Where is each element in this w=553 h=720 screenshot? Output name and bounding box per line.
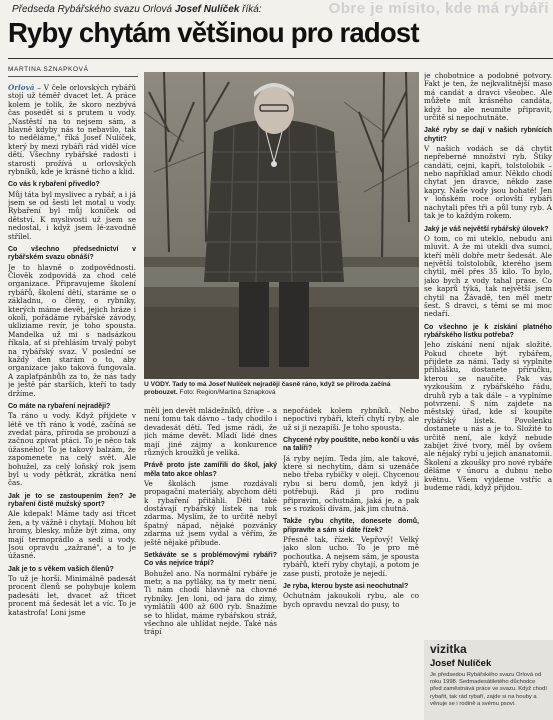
headline-rule [8, 58, 553, 59]
lead-paragraph: nepořádek kolem rybníků. Nebo nepoctiví rybáři, kteří chytí ryby, ale už si ji nezapíší. Je toho spousta. [283, 407, 419, 432]
lead-paragraph: je chobotnice a podobné potvory. Fakt je ten, že nejkvalitnější maso má candát a dravci všeobec. Ale můžete mít krásného candáta, když ho ale neumíte připravit, určitě si nepochutnáte. [424, 72, 552, 123]
photo-caption [144, 381, 419, 397]
photo-credit: Foto: Region/Martina Sznapková [179, 389, 276, 396]
lead-paragraph: měli jen devět mládežníků, dříve – a není tomu tak dávno – tady chodilo i devadesát dětí. Ted jsme rádi, že jich máme devět. Mladí lidé dnes mají jiné zájmy a konkurence různých kroužků je veliká. [144, 407, 277, 458]
byline-rule [8, 76, 138, 77]
intro-paragraph [8, 84, 136, 176]
kicker-prefix: Předseda Rybářského svazu Orlová [12, 4, 173, 15]
headline: Ryby chytám většinou pro radost [8, 17, 419, 48]
question: Setkáváte se s problémovými rybáři? Co vás nejvíce trápí? [144, 552, 277, 568]
author-byline: MARTINA SZNAPKOVÁ [8, 66, 89, 73]
answer: Já ryby nejím. Teda jím, ale takové, které si nechytím, dám si uzenáče nebo třeba rybičky v oleji. Chycenou rybu si beru domů, jen když ji potřebuji. Rád ji pro rodinu připravím, ochutnám, jaká je, a pak se s rozkoší dívám, jak jim chutná. [283, 453, 419, 514]
dateline: Orlová [8, 84, 35, 92]
masthead-ghost-text: Obre je mísito, kde má rybáři [328, 0, 549, 17]
column-1 [8, 84, 136, 716]
question: Jaké ryby se dají v našich rybnících chytit? [424, 127, 552, 143]
answer: Jeho získání není nijak složité. Pokud chcete být rybářem, přijdete za námi. Tady si vyplníte přihlášku, dostanete příručku, kterou se naučíte. Pak vás vyzkouším z rybářského řádu, druhů ryb a tak dále – a vyplníme potvrzení. S ním zajdete na městský úřad, kde si koupíte rybářský lístek. Povolenku dostanete u nás a je to. Složité to určitě není, ale když nebude zabíjet živé tvory, měl by ovšem ale nějaký rybí u jejich ananatomii. Školení a zkoušky pro nové rybáře děláme v únoru a dubnu nebo květnu. Všem vyjdeme vstříc a budeme rádi, když přijdou. [424, 340, 552, 493]
profile-box-title: vizitka [430, 642, 467, 656]
answer: Ochutnám jakoukoli rybu, ale co bych opravdu nevzal do pusy, to [283, 591, 419, 609]
profile-box [424, 640, 553, 720]
kicker [12, 4, 262, 15]
column-4 [424, 72, 552, 638]
answer: To už je horší. Minimálně padesát procent členů se pohybuje kolem padesáti let, dvacet až třicet procent má šedesát let a víc. To je katastrofa! Loni jsme [8, 573, 136, 617]
portrait-photo [144, 72, 419, 379]
question: Co všechno předsednictví v rybářském svazu obnáší? [8, 246, 136, 262]
question: Jaký je váš největší rybářský úlovek? [424, 225, 549, 233]
column-2 [144, 407, 277, 716]
kicker-name: Josef Nulíček [174, 4, 240, 15]
answer: V našich vodách se dá chytit nepřeberné množství ryb. Štiky candáti, cejni, kapři, tolstolobik – nebo například amur. Někdo chodí chytat jen dravce, někdo zase kapry. Naše vody jsou bohaté! Jen v loňském roce orlovští rybáři nachytali přes tři a půl tuny ryb. A tak je to každým rokem. [424, 143, 552, 221]
caption-text: U VODY. Tady to má Josef Nulíček nejraději časně ráno, když se příroda začíná probouzet. [144, 381, 391, 396]
answer: Ta ráno u vody. Když přijdete v létě ve tři ráno k vodě, začíná se zvedat pára, příroda se probouzí a začnou zpívat ptáci. To je něco tak úžasného! To je takový balzám, že zapomenete na celý svět. Ale bohužel, za celý loňský rok jsem byl u vody pětkrát, zkrátka není čas. [8, 411, 136, 488]
answer: O tom, co mi uteklo, nebudu ani mluvit. A že mi utekli dva sumci, kteří měli dobře metr šedesát. Ale největší tolstolobík, kterého jsem chytil, měl přes 35 kilo. To bylo, jako bych z vody tahal prase. Co se kaprů týká, tak největší jsem chytil na Žávadě, ten měl metr šest. S dravci, s těmi se mi moc nedaří. [424, 233, 552, 319]
question: Jak je to se zastoupením žen? Je rybaření čistě mužský sport? [8, 492, 136, 509]
answer: Bohužel ano. Na normální rybáře je metr, a na pytláky, na ty metr není. Ti nám chodí hlavně na chovné rybníky. Jen loni, od jara do zimy, vymlátili 400 až 600 ryb. Snažíme se to hlídat, máme rybářskou stráž, všechno ale uhlídat nejde. Také nás trápí [144, 568, 277, 637]
question: Co máte na rybaření nejraději? [8, 403, 111, 411]
column-3 [283, 407, 419, 716]
kicker-suffix: říká: [242, 4, 262, 15]
answer: Můj táta byl myslivec a rybář, a i já jsem se od šesti let motal u vody. Rybaření byl můj koníček od dětství. K myslivosti už jsem se nedostal, i když jsem lé-zavodně střílel. [8, 189, 136, 241]
question: Je ryba, kterou byste asi neochutnal? [283, 582, 409, 590]
profile-name: Josef Nulíček [430, 658, 492, 669]
question: Jak je to s věkem vašich členů? [8, 565, 114, 573]
question: Co vás k rybaření přivedlo? [8, 181, 100, 189]
intro-text: – V čele orlovských rybářů stojí už téměř dvacet let. A práce kolem je tolik, že skoro nezbývá čas posedět si s prutem u vody. „Nastěstí na to nejsem sám, a hlavně kdyby nás to nebavilo, tak to neděláme," říká Josef Nulíček, který by mezi rybáři rád viděl více dětí. Všechny rybářské radosti i starosti prožívá u orlovských rybníků, kde je krásné ticho a klid. [8, 84, 136, 177]
answer: Přesně tak, řízek. Vepřový! Velký jako slon ucho. To je pro mě pochoutka. A nejsem sám, je spousta rybářů, kteří ryby chytají, a potom je zase pustí, protože je nejedí. [283, 534, 419, 578]
question: Chycené ryby pouštíte, nebo končí u vás na talíři? [283, 437, 419, 453]
question: Takže rybu chytíte, donesete domů, připravíte a sám si dáte řízek? [283, 518, 419, 534]
answer: Je to hlavně o zodpovědnosti. Člověk zodpovídá za chod celé organizace. Připravujeme školení rybářů, školení dětí, staráme se o základnu, o členy, o rybníky, kterých máme devět, jejich hráze i okolí, pořádáme rybářské závody, ukliziame revír, je toho spousta. Mandelka už mi s nadsázkou říkala, ať si přehlásím trvalý pobyt na rybářský svaz. V poslední se každý den starám o to, aby organizace jako taková fungovala. A zaplaťpánbůh za to, že nás tady je ještě pár starších, kteří to tady držíme. [8, 262, 136, 398]
answer: Ve školách jsme rozdávali propagační materiály, abychom děti k rybaření přitáhli. Děti také dostávají rybářský lístek na rok zdarma. Myslím, že to určitě nebyl špatný nápad, nějaké pozvánky zdarma už jsem vydal a věřím, že ještě nějaké přibude. [144, 478, 277, 547]
answer: Ale kdepak! Máme tady asi třicet žen, a ty vážně i chytají. Mohou bít hromy, blesky, může být zima, ony mají termoprádlo a sedí u vody. Jsou opravdu „zažrané", a to je úžasné. [8, 509, 136, 561]
photo-illustration [144, 72, 419, 379]
question: Právě proto jste zamířili do škol, jaký měla tato akce ohlas? [144, 462, 277, 478]
question: Co všechno je k získání platného rybářského lístku potřeba? [424, 323, 552, 339]
profile-text: Je předsedou Rybářského svazu Orlová od roku 1998. Sedmadesátiletého důchodce před zaměstnává práce ve svazu. Když chodí rybařit, tak rád rybaří, zajde si na houby a věnuje se i rodině a svému psovi. [430, 672, 547, 707]
